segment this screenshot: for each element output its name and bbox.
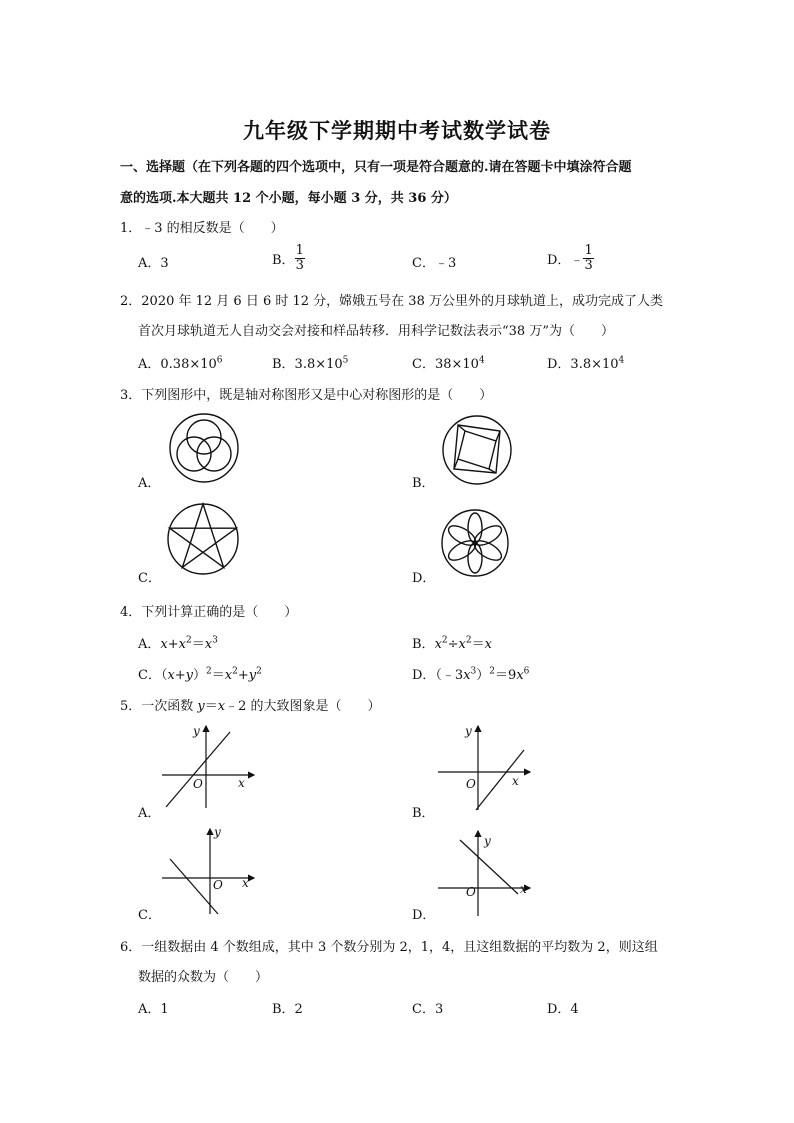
q2-option-a (138, 353, 223, 372)
q2-option-c (412, 353, 485, 372)
plus-sign: + (167, 637, 179, 652)
option-label: A． (138, 637, 161, 652)
var-x: x (484, 637, 492, 652)
var-y: y (248, 668, 257, 683)
q1-option-b-label: B． (272, 253, 295, 268)
axis-label-x: x (242, 876, 249, 890)
equals-sign: ＝ (204, 699, 218, 714)
exponent: 6 (216, 355, 223, 366)
q2-option-b (272, 353, 348, 372)
question-5-stem (120, 695, 381, 714)
q2-option-c-base: C．38×10 (412, 357, 479, 372)
q2-option-a-base: A．0.38×10 (138, 357, 217, 372)
q3-option-b: B． (412, 476, 435, 491)
q3-option-d: D． (412, 571, 436, 586)
var-x: x (434, 637, 442, 652)
figure-3c-pentagram-in-circle (166, 502, 240, 576)
graph-5a-line-positive-slope (160, 722, 260, 810)
question-6-line2: 数据的众数为（ ） (138, 970, 269, 985)
var-x: x (516, 668, 524, 683)
var-x: x (224, 668, 233, 683)
exponent: 3 (212, 635, 218, 646)
origin-label: O (193, 777, 203, 791)
close-paren: ） (193, 668, 207, 683)
equals-sign: ＝ (211, 668, 225, 683)
question-4-stem: 4．下列计算正确的是（ ） (120, 605, 298, 620)
exponent: 3 (470, 666, 477, 677)
fraction-one-third (295, 244, 305, 273)
section-heading-line2: 意的选项.本大题共 12 个小题，每小题 3 分，共 36 分） (120, 191, 457, 206)
close-paren: ） (476, 668, 490, 683)
exponent: 2 (441, 635, 448, 646)
axis-label-x: x (520, 882, 527, 896)
figure-3b-circle-with-squares (441, 414, 513, 486)
exponent: 2 (465, 635, 472, 646)
stem-text: 5．一次函数 (120, 699, 198, 714)
axis-label-x: x (238, 776, 245, 790)
q6-option-d: D．4 (547, 1002, 579, 1017)
question-3-stem: 3．下列图形中，既是轴对称图形又是中心对称图形的是（ ） (120, 388, 493, 403)
exponent: 6 (523, 666, 530, 677)
q5-option-d: D． (412, 908, 436, 923)
origin-label: O (466, 777, 476, 791)
q5-option-b: B． (412, 806, 435, 821)
q1-option-c: C．﹣3 (412, 256, 457, 271)
page-title: 九年级下学期期中考试数学试卷 (243, 118, 551, 143)
q4-option-b (412, 633, 492, 652)
q2-option-b-base: B．3.8×10 (272, 357, 343, 372)
q4-option-c (138, 664, 262, 683)
axis-label-y: y (484, 834, 491, 848)
axis-label-y: y (193, 724, 200, 738)
figure-3d-flower-in-circle (440, 508, 510, 578)
var-x: x (458, 637, 466, 652)
q3-option-a: A． (138, 476, 161, 491)
fraction-denominator: 3 (584, 258, 593, 273)
var-x: x (160, 637, 168, 652)
origin-label: O (213, 878, 223, 892)
section-heading-line1: 一、选择题（在下列各题的四个选项中，只有一项是符合题意的.请在答题卡中填涂符合题 (120, 160, 632, 175)
question-2-line1: 2．2020 年 12 月 6 日 6 时 12 分，嫦娥五号在 38 万公里外的月球轨道上，成功完成了人类 (120, 294, 663, 309)
question-1-stem: 1．﹣3 的相反数是（ ） (120, 221, 284, 236)
option-label: C．（ (138, 668, 168, 683)
plus-sign: + (237, 668, 249, 683)
q1-option-d (547, 244, 594, 273)
fraction-denominator: 3 (295, 258, 304, 273)
q4-option-a (138, 633, 218, 652)
equals-sign: ＝9 (495, 668, 517, 683)
option-label: B． (412, 637, 435, 652)
exponent: 2 (232, 666, 238, 677)
q1-option-d-label: D．﹣ (547, 253, 584, 268)
expression-x-plus-y: x+y (167, 668, 194, 683)
q6-option-b: B．2 (272, 1002, 303, 1017)
axis-label-y: y (465, 724, 472, 738)
axis-label-x: x (512, 774, 519, 788)
q1-option-a: A．3 (138, 256, 169, 271)
q6-option-a: A．1 (138, 1002, 169, 1017)
q6-option-c: C．3 (412, 1002, 444, 1017)
var-x: x (204, 637, 213, 652)
fraction-numerator: 1 (584, 243, 593, 258)
graph-5b-line-positive-slope-negative-intercept (436, 722, 536, 812)
figure-3a-circle-with-three-arcs (168, 412, 240, 484)
divide-sign: ÷ (447, 637, 459, 652)
exponent: 2 (256, 666, 262, 677)
var-x: x (178, 637, 186, 652)
exponent: 4 (618, 355, 625, 366)
q4-option-d (412, 664, 529, 683)
origin-label: O (466, 885, 476, 899)
q2-option-d-base: D．3.8×10 (547, 357, 619, 372)
exponent: 2 (489, 666, 496, 677)
graph-5c-line-negative-slope (160, 826, 260, 916)
q2-option-d (547, 353, 624, 372)
var-x: x (217, 699, 226, 714)
q3-option-c: C． (138, 571, 161, 586)
axis-label-y: y (214, 825, 221, 839)
var-y: y (197, 699, 205, 714)
exponent: 2 (206, 666, 212, 677)
q5-option-c: C． (138, 908, 161, 923)
q5-option-a: A． (138, 806, 161, 821)
stem-text: ﹣2 的大致图象是（ ） (225, 699, 381, 714)
exponent: 4 (478, 355, 485, 366)
fraction-one-third (583, 244, 593, 273)
question-6-line1: 6．一组数据由 4 个数组成，其中 3 个数分别为 2，1，4，且这组数据的平均数为 2，则这组 (120, 940, 658, 955)
fraction-numerator: 1 (295, 243, 304, 258)
exponent: 5 (342, 355, 349, 366)
equals-sign: ＝ (471, 637, 485, 652)
question-2-line2: 首次月球轨道无人自动交会对接和样品转移．用科学记数法表示“38 万”为（ ） (138, 324, 614, 339)
var-x: x (463, 668, 471, 683)
exponent: 2 (185, 635, 192, 646)
equals-sign: ＝ (191, 637, 205, 652)
q1-option-b (272, 244, 305, 273)
option-label: D．（﹣3 (412, 668, 464, 683)
